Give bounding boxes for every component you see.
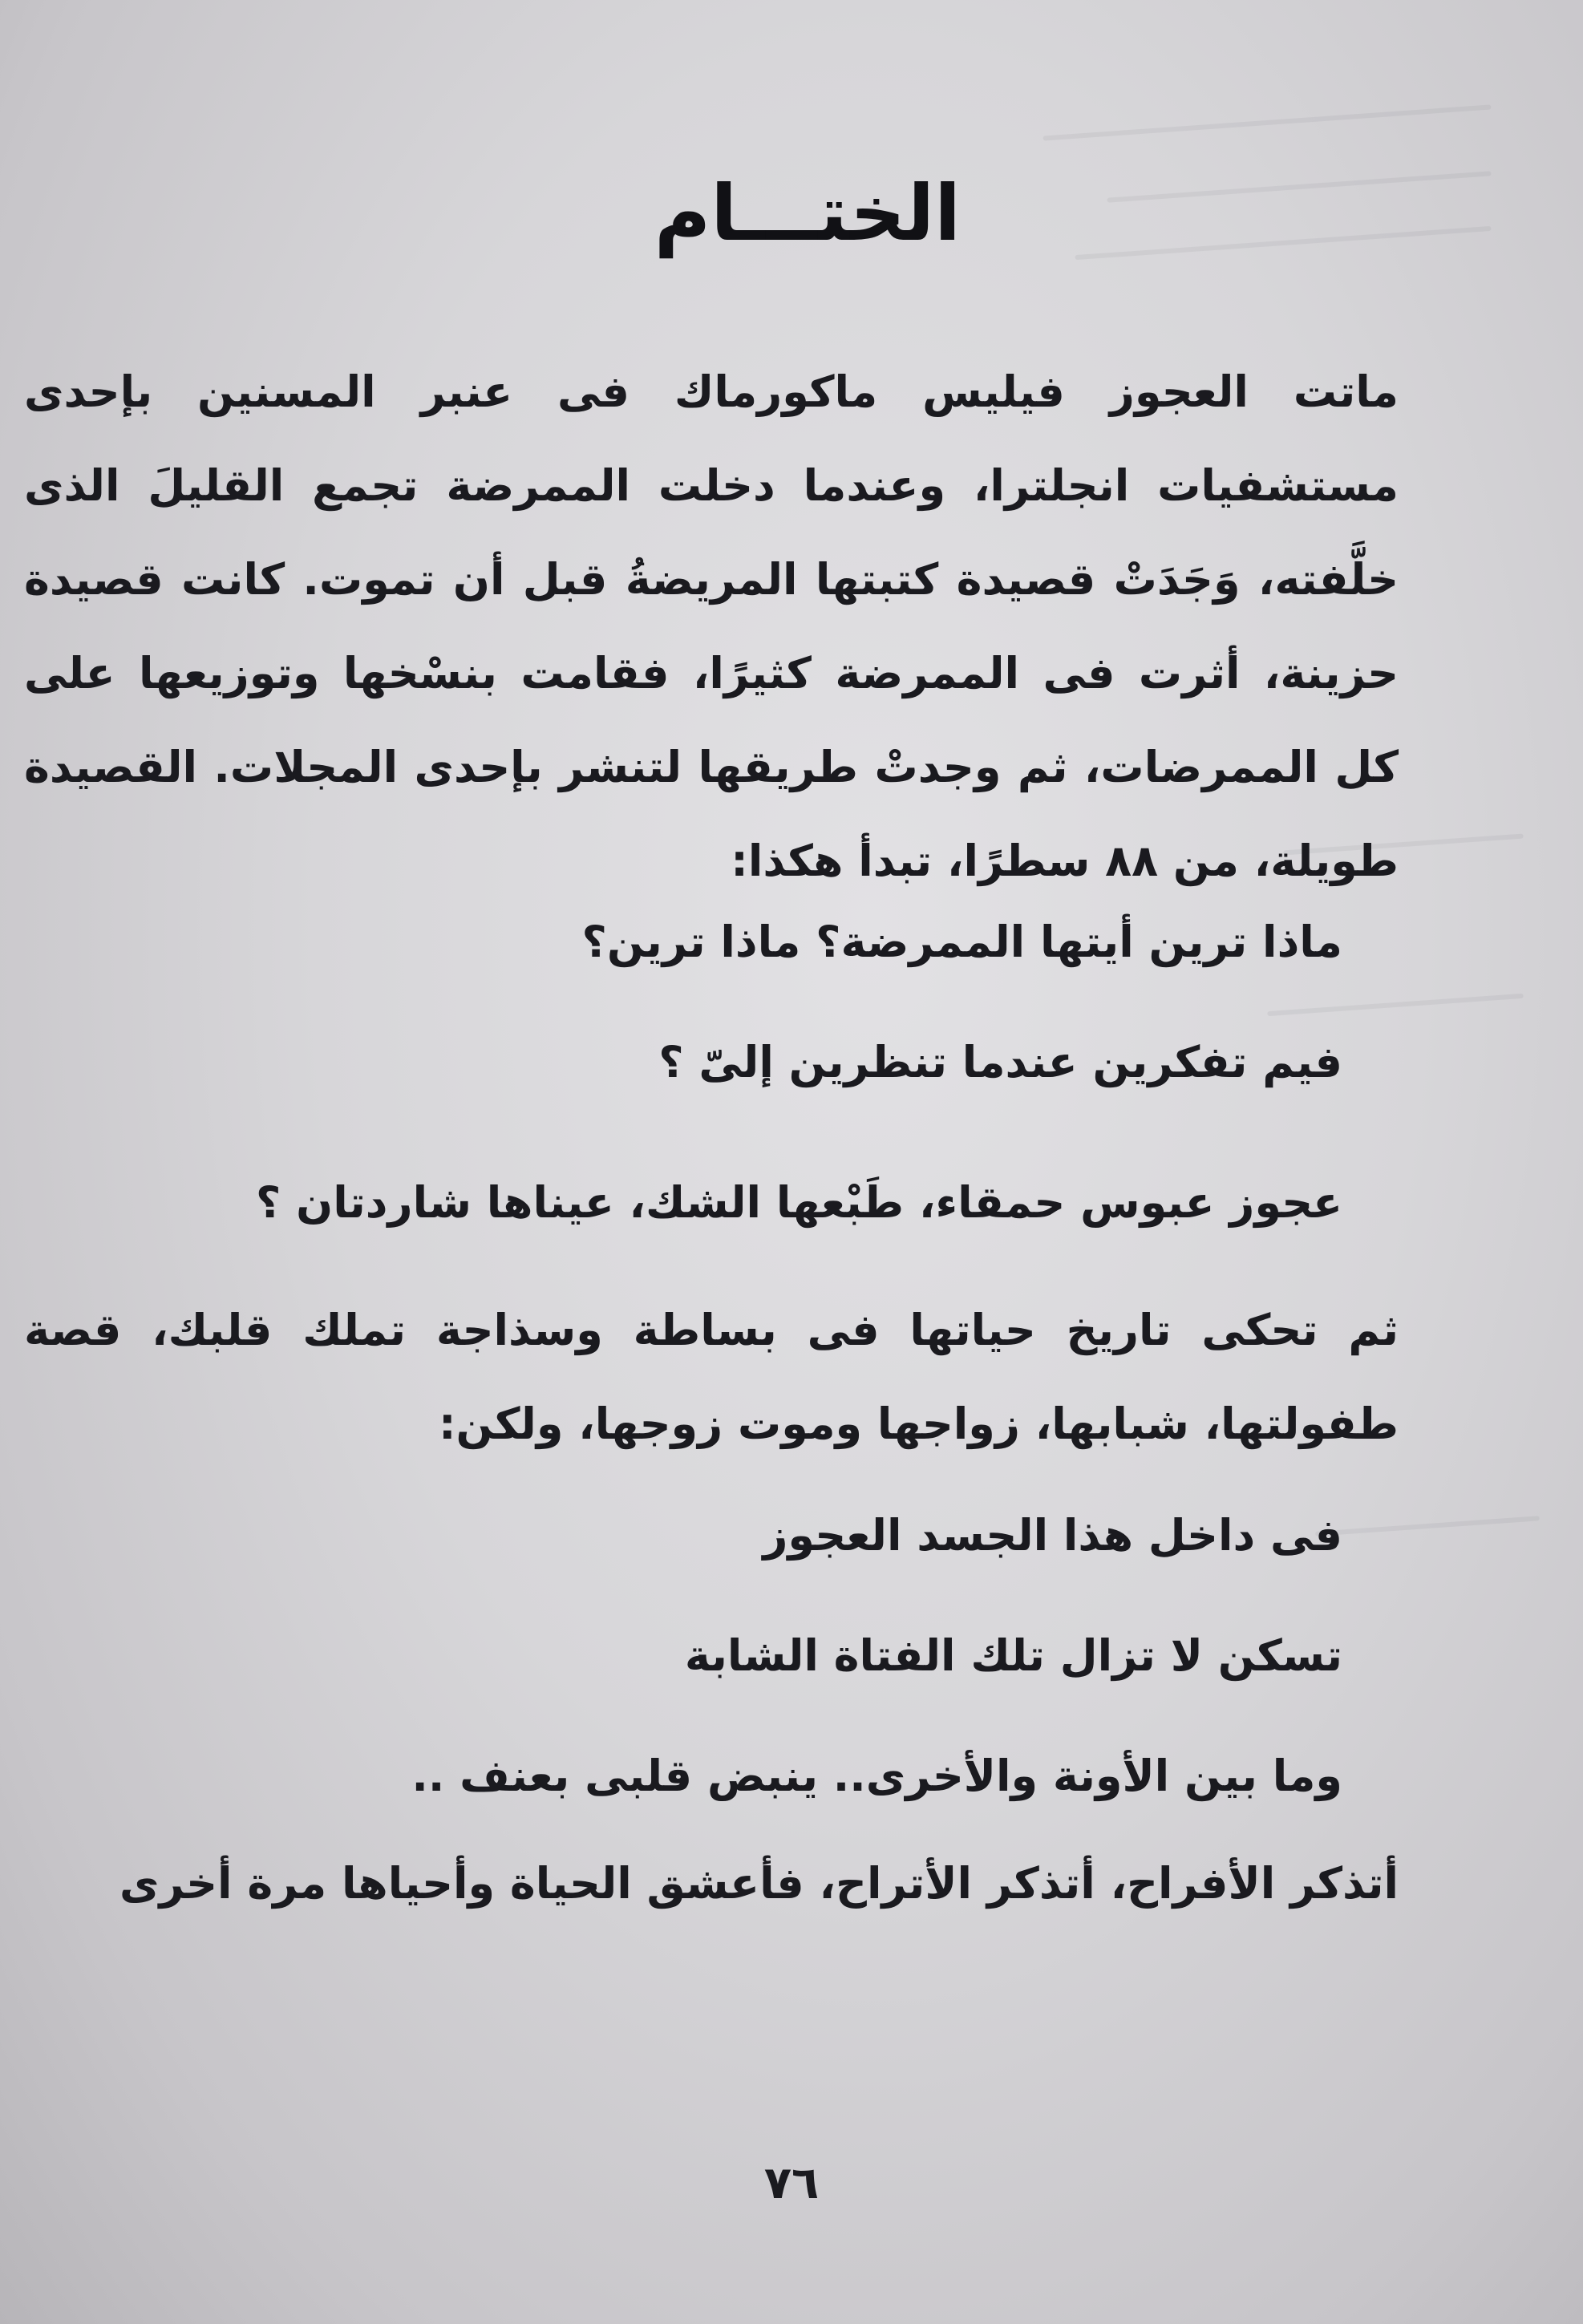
bleed-through-mark <box>1267 994 1524 1016</box>
closing-paragraph: أتذكر الأفراح، أتذكر الأتراح، فأعشق الحياة وأحياها مرة أخرى <box>119 1858 1399 1909</box>
chapter-title <box>0 168 1583 258</box>
poem-line: تسكن لا تزال تلك الفتاة الشابة <box>684 1630 1342 1681</box>
poem-line: عجوز عبوس حمقاء، طَبْعها الشك، عيناها شاردتان ؟ <box>256 1177 1342 1228</box>
poem-line: فى داخل هذا الجسد العجوز <box>763 1510 1342 1561</box>
poem-line: فيم تفكرين عندما تنظرين إلىّ ؟ <box>658 1037 1342 1087</box>
poem-line: ماذا ترين أيتها الممرضة؟ ماذا ترين؟ <box>581 917 1342 967</box>
page-number: ٧٦ <box>763 2157 820 2209</box>
intro-paragraph: ماتت العجوز فيليس ماكورماك فى عنبر المسنين بإحدى مستشفيات انجلترا، وعندما دخلت الممرضة تجمع القليلَ الذى خلَّفته، وَجَدَتْ قصيدة كتبتها المريضةُ قبل أن تموت. كانت قصيدة حزينة، أثرت فى الممرضة كثيرًا، فقامت بنسْخها وتوزيعها على كل الممرضات، ثم وجدتْ طريقها لتنشر بإحدى المجلات. القصيدة طويلة، من ٨٨ سطرًا، تبدأ هكذا: <box>24 366 1399 886</box>
poem-line: وما بين الأونة والأخرى.. ينبض قلبى بعنف .. <box>411 1751 1342 1801</box>
bleed-through-mark <box>1315 1516 1540 1537</box>
chapter-title-text: الختـــام <box>654 168 962 258</box>
bleed-through-mark <box>1043 104 1491 140</box>
middle-paragraph: ثم تحكى تاريخ حياتها فى بساطة وسذاجة تملك قلبك، قصة طفولتها، شبابها، زواجها وموت زوجها، ولكن: <box>24 1305 1399 1449</box>
